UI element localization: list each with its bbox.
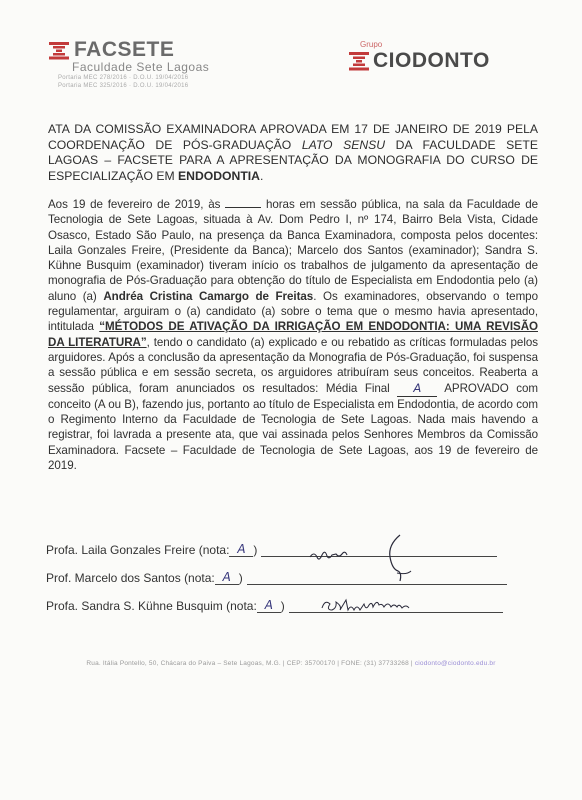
signature-label: Prof. Marcelo dos Santos (nota:	[46, 571, 215, 585]
facsete-note-2: Portaria MEC 325/2016 · D.O.U. 19/04/2016	[58, 83, 189, 89]
body-sentence-5: APROVADO com conceito (A ou B), fazendo jus, portanto ao título de Especialista em Endodontia, de acordo com o Regimento Interno da Faculdade de Tecnologia de Sete Lagoas. Nada mais havendo a registrar, foi lavrada a presente ata, que vai assinada pelos Senhores Membros da Comissão Examinadora. Facsete – Faculdade de Tecnologia de Sete Lagoas, aos 19 de fevereiro de 2019.	[48, 381, 538, 473]
title-part-1: ATA DA COMISSÃO EXAMINADORA APROVADA EM 17 DE JANEIRO DE 2019 PELA COORDENAÇÃO DE PÓS-GRADUAÇÃO	[48, 122, 538, 152]
title-part-2: DA FACULDADE SETE LAGOAS – FACSETE PARA A APRESENTAÇÃO DA MONOGRAFIA DO CURSO DE ESPECIALIZAÇÃO EM	[48, 137, 538, 183]
signature-rule	[247, 570, 507, 585]
student-name: Andréa Cristina Camargo de Freitas	[103, 289, 314, 303]
page-footer	[0, 660, 582, 667]
signature-grade: A	[257, 598, 281, 613]
facsete-note-1: Portaria MEC 278/2016 · D.O.U. 19/04/2016	[58, 75, 189, 81]
signature-grade: A	[229, 542, 253, 557]
title-course: ENDODONTIA	[178, 168, 260, 183]
title-end: .	[259, 168, 264, 183]
hour-blank	[225, 196, 261, 208]
ciodonto-logo	[348, 40, 548, 73]
title-lato-sensu: LATO SENSU	[301, 137, 386, 152]
thesis-title: “MÉTODOS DE ATIVAÇÃO DA IRRIGAÇÃO EM ENDODONTIA: UMA REVISÃO DA LITERATURA”	[48, 320, 538, 349]
ciodonto-group-label: Grupo	[360, 40, 383, 49]
minutes-paragraph	[48, 196, 538, 473]
signature-row-santos	[46, 570, 507, 585]
ciodonto-name: CIODONTO	[373, 49, 490, 72]
signature-close: )	[253, 543, 258, 557]
signature-label: Profa. Laila Gonzales Freire (nota:	[46, 543, 230, 557]
facsete-name: FACSETE	[74, 38, 175, 61]
footer-address: Rua. Itália Pontello, 50, Chácara do Paiva – Sete Lagoas, M.G. | CEP: 35700170 | FONE: (31) 37733268 |	[86, 660, 415, 667]
signature-grade: A	[215, 570, 239, 585]
final-grade-value: A	[413, 380, 422, 395]
signature-row-freire	[46, 542, 497, 557]
body-sentence-3: . Os examinadores, observando o tempo regulamentar, arguiram o (a) candidato (a) sobre o tema que o mesmo havia apresentado, intitulada	[48, 289, 538, 334]
final-grade	[397, 381, 437, 397]
footer-email[interactable]: ciodonto@ciodonto.edu.br	[414, 660, 496, 667]
facsete-mark-icon	[48, 40, 70, 60]
body-sentence-1: Aos 19 de fevereiro de 2019, às	[48, 198, 226, 211]
document-title	[48, 122, 538, 184]
facsete-logo	[48, 38, 258, 90]
body-sentence-2: horas em sessão pública, na sala da Faculdade de Tecnologia de Sete Lagoas, situada à Av. Dom Pedro I, nº 174, Bairro Bela Vista, Cidade Osasco, Estado São Paulo, na presença da Banca Examinadora, composta pelos docentes: Laila Gonzales Freire, (Presidente da Banca); Marcelo dos Santos (examinador); Sandra S. Kühne Busquim (examinador) tiveram início os trabalhos de julgamento da apresentação de monografia de Pós-Graduação para obtenção do título de Especialista em Endodontia pelo (a) aluno (a)	[48, 198, 538, 303]
signature-label: Profa. Sandra S. Kühne Busquim (nota:	[46, 599, 257, 613]
body-sentence-4: , tendo o candidato (a) explicado e ou rebatido as críticas formuladas pelos arguidores. Após a conclusão da apresentação da Monografia de Pós-Graduação, foi suspensa a sessão pública e em sessão secreta, os arguidores atribuíram seus conceitos. Reaberta a sessão pública, foram anunciados os resultados: Média Final	[48, 335, 538, 395]
ciodonto-mark-icon	[348, 50, 370, 72]
signature-close: )	[280, 599, 285, 613]
signature-close: )	[238, 571, 243, 585]
signature-busquim-icon	[318, 592, 468, 618]
facsete-subtitle: Faculdade Sete Lagoas	[72, 60, 210, 74]
